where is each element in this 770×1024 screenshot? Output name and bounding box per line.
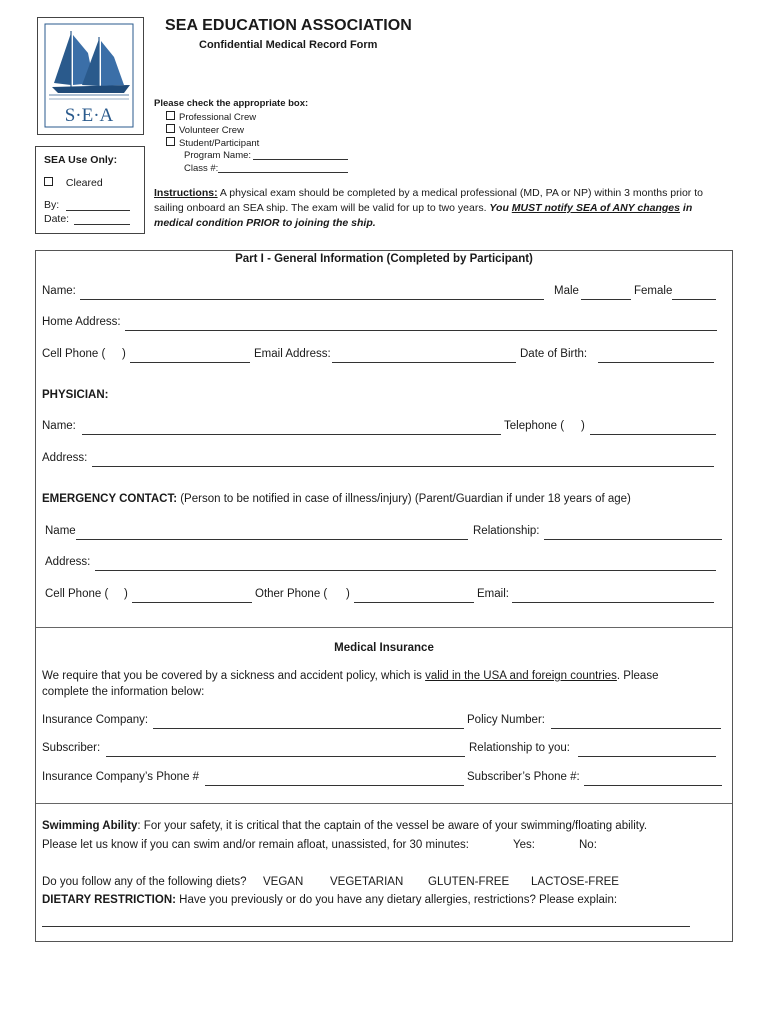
swimming-label: Swimming Ability: [42, 820, 138, 832]
dob-label: Date of Birth:: [520, 348, 588, 360]
telephone-paren-close: ): [581, 420, 585, 432]
option-label: Professional Crew: [179, 112, 257, 123]
swim-no-option[interactable]: [579, 839, 597, 851]
other-phone-label: Other Phone (: [255, 588, 328, 600]
req-a: We require that you be covered by a sickness and accident policy, which is: [42, 670, 426, 682]
req-b: valid in the USA and foreign countries: [425, 670, 617, 682]
no-label: No:: [579, 839, 597, 851]
diet-gluten-free-option[interactable]: [428, 876, 509, 888]
dietary-restriction-question: Have you previously or do you have any dietary allergies, restrictions? Please explain:: [175, 894, 618, 906]
subscriber-label: Subscriber:: [42, 742, 101, 754]
male-field[interactable]: [581, 299, 631, 300]
company-phone-label: Insurance Company’s Phone #: [42, 771, 200, 783]
section-divider: [36, 803, 732, 804]
yes-label: Yes:: [513, 839, 535, 851]
diet-option-label: VEGETARIAN: [330, 876, 404, 888]
diet-question: Do you follow any of the following diets?: [42, 876, 247, 888]
male-label: Male: [554, 285, 579, 297]
physician-address-label: Address:: [42, 452, 88, 464]
swim-yes-option[interactable]: [513, 839, 535, 851]
home-address-label: Home Address:: [42, 316, 121, 328]
ec-email-label: Email:: [477, 588, 509, 600]
dietary-restriction-label: DIETARY RESTRICTION:: [42, 894, 176, 906]
diet-vegetarian-option[interactable]: [330, 876, 403, 888]
notice-b: MUST notify SEA of ANY changes: [511, 202, 680, 214]
dietary-restriction-text: [42, 894, 617, 906]
date-label: Date:: [44, 213, 70, 225]
req-c: . Please: [616, 670, 659, 682]
cleared-row: [44, 177, 103, 189]
cell-phone-label: Cell Phone (: [42, 348, 106, 360]
notice-a: You: [489, 202, 512, 214]
company-phone-field[interactable]: [205, 785, 464, 786]
insurance-requirement-line2: complete the information below:: [42, 686, 205, 698]
emergency-contact-heading: [42, 493, 631, 505]
ec-address-field[interactable]: [95, 570, 716, 571]
email-field[interactable]: [332, 362, 516, 363]
by-label: By:: [44, 199, 60, 211]
ec-cell-label: Cell Phone (: [45, 588, 109, 600]
email-label: Email Address:: [254, 348, 331, 360]
subscriber-phone-field[interactable]: [584, 785, 722, 786]
instructions: [154, 186, 734, 231]
volunteer-crew-checkbox[interactable]: [166, 124, 175, 133]
dob-field[interactable]: [598, 362, 714, 363]
other-phone-field[interactable]: [354, 602, 474, 603]
option-label: Student/Participant: [179, 138, 260, 149]
program-name-label: Program Name:: [184, 150, 252, 161]
class-number-label: Class #:: [184, 163, 219, 174]
ec-name-field[interactable]: [76, 539, 468, 540]
subscriber-phone-label: Subscriber’s Phone #:: [467, 771, 580, 783]
physician-heading: PHYSICIAN:: [42, 389, 109, 401]
ec-cell-paren-close: ): [124, 588, 128, 600]
check-header: Please check the appropriate box:: [154, 98, 309, 109]
professional-crew-checkbox[interactable]: [166, 111, 175, 120]
main-form: [35, 250, 733, 942]
instructions-text: A physical exam should be completed by a medical professional (MD, PA or NP) within 3 months prior to sailing onboard an SEA ship. The exam will be valid for up to two years.: [154, 187, 703, 214]
instructions-label: Instructions:: [154, 187, 218, 199]
sea-use-only-box: [35, 146, 145, 234]
by-row: [44, 199, 59, 211]
ec-address-label: Address:: [45, 556, 91, 568]
ec-name-label: Name: [45, 525, 76, 537]
program-name-field[interactable]: [253, 159, 348, 160]
swimming-ability-text: [42, 820, 647, 832]
name-field[interactable]: [80, 299, 544, 300]
diet-vegan-option[interactable]: [263, 876, 303, 888]
ec-relationship-label: Relationship:: [473, 525, 540, 537]
name-label: Name:: [42, 285, 76, 297]
dietary-explain-field[interactable]: [42, 926, 690, 927]
sea-use-title: SEA Use Only:: [44, 154, 118, 166]
emergency-text: (Person to be notified in case of illness/injury) (Parent/Guardian if under 18 years of age): [177, 493, 631, 505]
physician-name-field[interactable]: [82, 434, 501, 435]
physician-address-field[interactable]: [92, 466, 714, 467]
part1-title: Part I - General Information (Completed by Participant): [235, 253, 533, 265]
cell-paren-close: ): [122, 348, 126, 360]
section-divider: [36, 627, 732, 628]
diet-option-label: GLUTEN-FREE: [428, 876, 510, 888]
swimming-text: : For your safety, it is critical that the captain of the vessel be aware of your swimming/floating ability.: [137, 820, 648, 832]
insurance-title: Medical Insurance: [334, 642, 434, 654]
emergency-label: EMERGENCY CONTACT:: [42, 493, 178, 505]
insurance-company-label: Insurance Company:: [42, 714, 149, 726]
cell-phone-field[interactable]: [130, 362, 250, 363]
female-label: Female: [634, 285, 673, 297]
diet-option-label: VEGAN: [263, 876, 304, 888]
option-label: Volunteer Crew: [179, 125, 244, 136]
logo-text: S·E·A: [64, 105, 114, 126]
cleared-checkbox[interactable]: [44, 177, 53, 186]
notice-c: in medical condition PRIOR to joining the ship.: [154, 202, 693, 229]
subscriber-relationship-field[interactable]: [578, 756, 716, 757]
diet-lactose-free-option[interactable]: [531, 876, 619, 888]
ec-cell-field[interactable]: [132, 602, 252, 603]
org-title: SEA EDUCATION ASSOCIATION: [165, 17, 412, 34]
policy-number-label: Policy Number:: [467, 714, 545, 726]
date-field[interactable]: [74, 224, 130, 225]
swimming-question: Please let us know if you can swim and/or remain afloat, unassisted, for 30 minutes:: [42, 839, 469, 851]
other-phone-paren-close: ): [346, 588, 350, 600]
option-volunteer-crew[interactable]: [166, 124, 244, 136]
by-field[interactable]: [66, 210, 130, 211]
policy-number-field[interactable]: [551, 728, 721, 729]
female-field[interactable]: [672, 299, 716, 300]
diet-option-label: LACTOSE-FREE: [531, 876, 619, 888]
subscriber-relationship-label: Relationship to you:: [469, 742, 571, 754]
date-row: [44, 213, 69, 225]
ec-email-field[interactable]: [512, 602, 714, 603]
class-number-field[interactable]: [218, 172, 348, 173]
cleared-label: Cleared: [65, 177, 103, 189]
option-professional-crew[interactable]: [166, 111, 256, 123]
insurance-company-field[interactable]: [153, 728, 464, 729]
form-title: Confidential Medical Record Form: [199, 39, 378, 51]
telephone-label: Telephone (: [504, 420, 565, 432]
option-student-participant[interactable]: [166, 137, 259, 149]
ec-relationship-field[interactable]: [544, 539, 722, 540]
sea-logo-ship-icon: [44, 23, 134, 128]
telephone-field[interactable]: [590, 434, 716, 435]
home-address-field[interactable]: [125, 330, 717, 331]
physician-name-label: Name:: [42, 420, 76, 432]
subscriber-field[interactable]: [106, 756, 465, 757]
insurance-requirement: [42, 670, 658, 682]
student-participant-checkbox[interactable]: [166, 137, 175, 146]
